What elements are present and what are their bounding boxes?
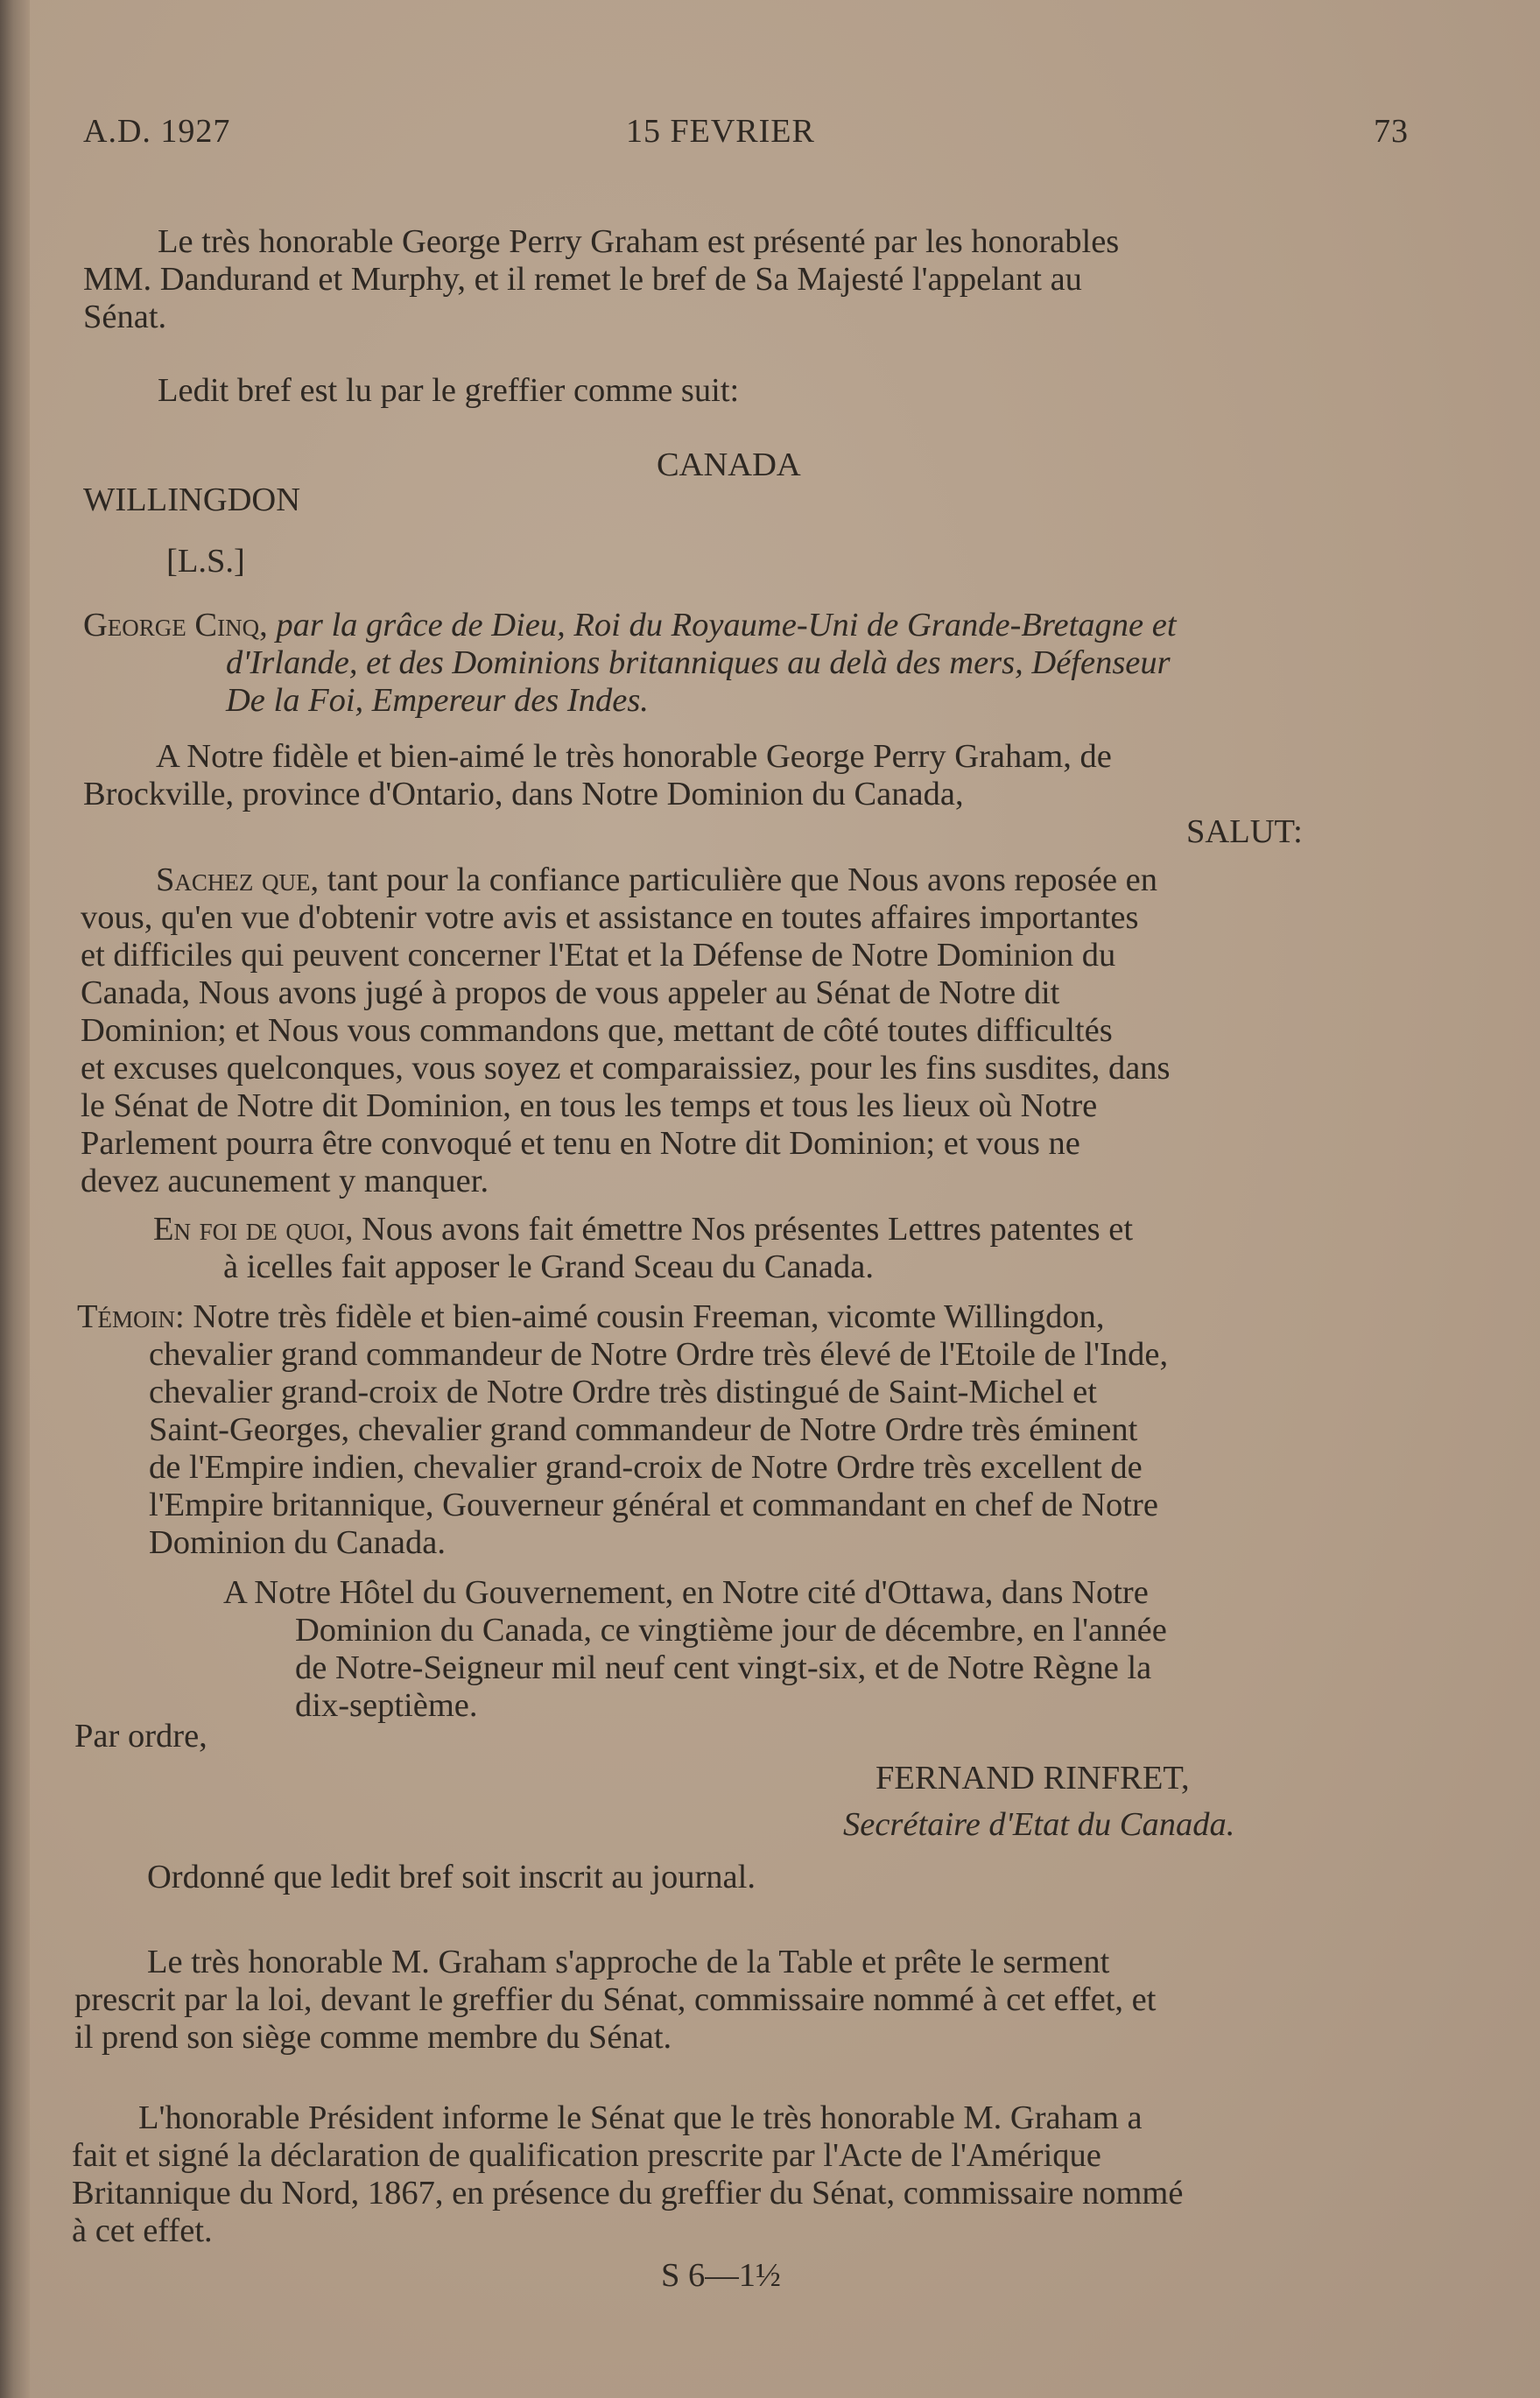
p1-line-2: MM. Dandurand et Murphy, et il remet le bref de Sa Majesté l'appelant au	[83, 261, 1082, 298]
temoin-line-7: Dominion du Canada.	[149, 1524, 446, 1561]
hotel-line-1: A Notre Hôtel du Gouvernement, en Notre cité d'Ottawa, dans Notre	[223, 1574, 1149, 1611]
address-line-1: A Notre fidèle et bien-aimé le très honorable George Perry Graham, de	[156, 738, 1112, 775]
willingdon-signature: WILLINGDON	[83, 482, 301, 518]
sachez-text-1: tant pour la confiance particulière que Nous avons reposée en	[327, 861, 1157, 898]
enfoi-lead: En foi de quoi,	[153, 1211, 354, 1248]
temoin-text-1: Notre très fidèle et bien-aimé cousin Freeman, vicomte Willingdon,	[193, 1298, 1105, 1335]
graham-line-2: prescrit par la loi, devant le greffier du Sénat, commissaire nommé à cet effet, et	[74, 1981, 1157, 2018]
signer-title: Secrétaire d'Etat du Canada.	[843, 1806, 1235, 1843]
temoin-line-4: Saint-Georges, chevalier grand commandeur de Notre Ordre très éminent	[149, 1411, 1138, 1448]
sachez-line-6: et excuses quelconques, vous soyez et comparaissiez, pour les fins susdites, dans	[81, 1050, 1171, 1086]
enfoi-line-1	[153, 1211, 1133, 1248]
seal-mark: [L.S.]	[166, 543, 245, 580]
p1-line-1: Le très honorable George Perry Graham est présenté par les honorables	[158, 223, 1120, 260]
sachez-line-5: Dominion; et Nous vous commandons que, mettant de côté toutes difficultés	[81, 1012, 1113, 1049]
king-name: George Cinq,	[83, 607, 268, 643]
hotel-line-4: dix-septième.	[295, 1687, 478, 1724]
sachez-line-8: Parlement pourra être convoqué et tenu en Notre dit Dominion; et vous ne	[81, 1125, 1080, 1162]
temoin-line-3: chevalier grand-croix de Notre Ordre très distingué de Saint-Michel et	[149, 1374, 1097, 1410]
hotel-line-2: Dominion du Canada, ce vingtième jour de décembre, en l'année	[295, 1612, 1167, 1649]
signer-name: FERNAND RINFRET,	[875, 1760, 1190, 1797]
printer-signature-mark: S 6—1½	[661, 2257, 781, 2294]
sachez-line-4: Canada, Nous avons jugé à propos de vous appeler au Sénat de Notre dit	[81, 974, 1060, 1011]
par-ordre: Par ordre,	[74, 1718, 207, 1755]
sachez-lead: Sachez que,	[156, 861, 320, 898]
president-line-1: L'honorable Président informe le Sénat que le très honorable M. Graham a	[138, 2099, 1143, 2136]
address-line-2: Brockville, province d'Ontario, dans Notre Dominion du Canada,	[83, 776, 964, 812]
canada-heading: CANADA	[657, 447, 801, 483]
king-title-line-3: De la Foi, Empereur des Indes.	[226, 682, 649, 719]
graham-line-1: Le très honorable M. Graham s'approche de la Table et prête le serment	[147, 1944, 1110, 1980]
p1-line-3: Sénat.	[83, 299, 167, 335]
sachez-line-7: le Sénat de Notre dit Dominion, en tous les temps et tous les lieux où Notre	[81, 1087, 1098, 1124]
sachez-line-1	[156, 861, 1157, 899]
temoin-line-2: chevalier grand commandeur de Notre Ordre très élevé de l'Etoile de l'Inde,	[149, 1336, 1169, 1373]
temoin-line-6: l'Empire britannique, Gouverneur général et commandant en chef de Notre	[149, 1487, 1158, 1523]
enfoi-line-2: à icelles fait apposer le Grand Sceau du Canada.	[223, 1248, 874, 1285]
page-number: 73	[1374, 113, 1409, 150]
enfoi-text-1: Nous avons fait émettre Nos présentes Lettres patentes et	[362, 1211, 1134, 1248]
graham-line-3: il prend son siège comme membre du Sénat.	[74, 2019, 672, 2056]
ordonne-line: Ordonné que ledit bref soit inscrit au journal.	[147, 1859, 756, 1895]
sachez-line-2: vous, qu'en vue d'obtenir votre avis et assistance en toutes affaires importantes	[81, 899, 1139, 936]
temoin-line-5: de l'Empire indien, chevalier grand-croix de Notre Ordre très excellent de	[149, 1449, 1143, 1486]
president-line-4: à cet effet.	[72, 2212, 213, 2249]
hotel-line-3: de Notre-Seigneur mil neuf cent vingt-six, et de Notre Règne la	[295, 1649, 1152, 1686]
header-date: 15 FEVRIER	[626, 113, 815, 150]
sachez-line-9: devez aucunement y manquer.	[81, 1163, 489, 1199]
book-spine-shadow	[0, 0, 30, 2398]
president-line-3: Britannique du Nord, 1867, en présence du greffier du Sénat, commissaire nommé	[72, 2175, 1184, 2212]
sachez-line-3: et difficiles qui peuvent concerner l'Etat et la Défense de Notre Dominion du	[81, 937, 1116, 974]
king-title-line-1: par la grâce de Dieu, Roi du Royaume-Uni de Grande-Bretagne et	[276, 607, 1177, 643]
running-header	[83, 112, 1409, 156]
p2-line: Ledit bref est lu par le greffier comme suit:	[158, 372, 740, 409]
temoin-lead: Témoin:	[77, 1298, 185, 1335]
temoin-line-1	[77, 1298, 1105, 1336]
header-year: A.D. 1927	[83, 113, 231, 150]
king-title-line-2: d'Irlande, et des Dominions britanniques au delà des mers, Défenseur	[226, 644, 1171, 681]
king-block-line-1	[83, 607, 1177, 644]
salut: SALUT:	[1186, 813, 1303, 850]
president-line-2: fait et signé la déclaration de qualification prescrite par l'Acte de l'Amérique	[72, 2137, 1101, 2174]
